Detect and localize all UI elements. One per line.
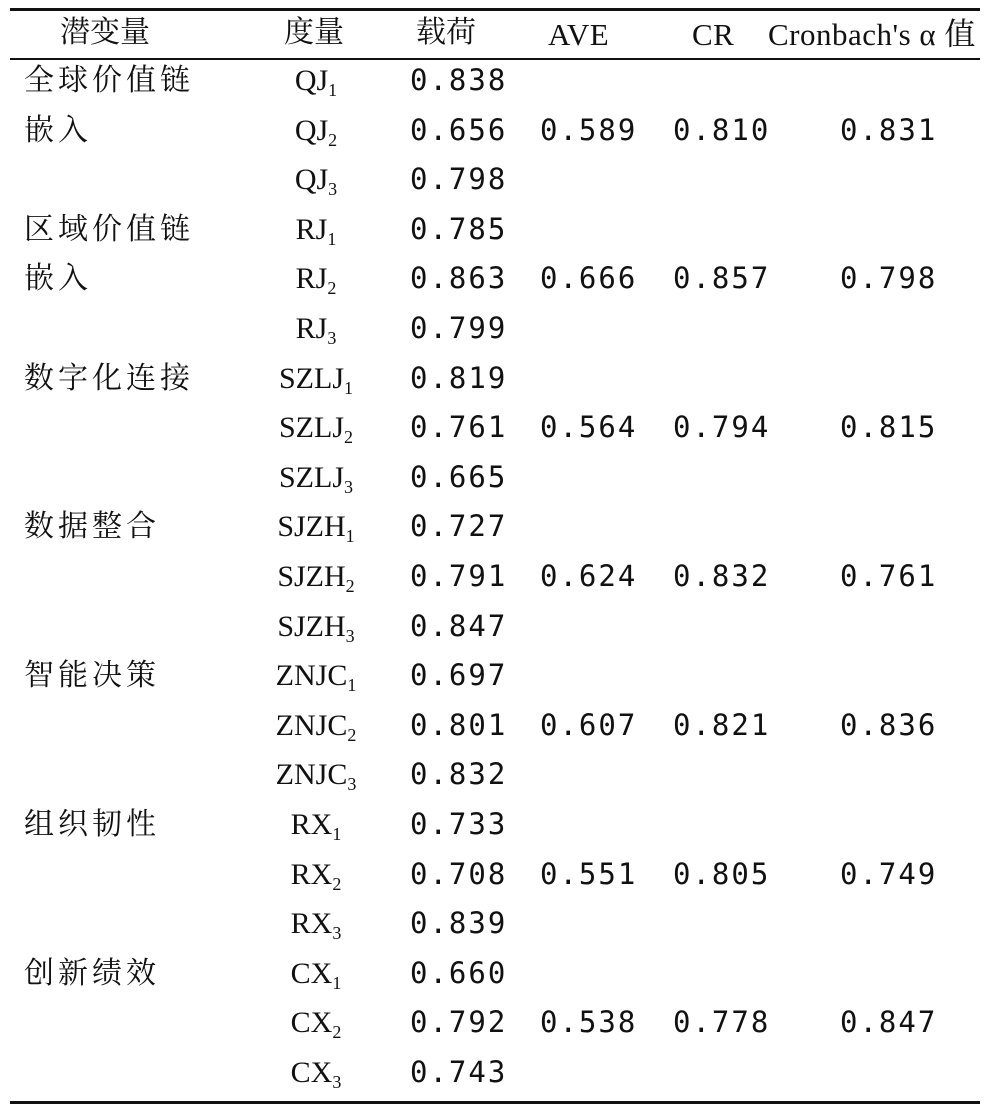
table-top-rule	[10, 8, 980, 11]
alpha-value: 0.798	[840, 261, 938, 296]
latent-name: 区域价值链	[24, 211, 194, 247]
measure-code-subscript: 1	[327, 228, 337, 249]
measure-code-text: SZLJ	[278, 361, 344, 395]
cr-value: 0.857	[673, 261, 771, 296]
cr-value: 0.805	[673, 856, 771, 891]
measure-code	[241, 1006, 391, 1043]
loading-value: 0.791	[410, 559, 508, 593]
alpha-value: 0.836	[840, 707, 938, 742]
measure-code-subscript: 1	[328, 80, 338, 100]
loading-value: 0.656	[410, 112, 508, 147]
table-bottom-rule	[10, 1101, 980, 1104]
loading-value: 0.733	[410, 807, 508, 841]
measure-code-text: RJ	[295, 262, 328, 296]
measure-code-text: RX	[290, 907, 333, 941]
measure-code-text: ZNJC	[275, 758, 348, 792]
measure-code-text: ZNJC	[275, 708, 348, 742]
measure-code-text: RJ	[295, 312, 328, 345]
latent-name: 组织韧性	[24, 807, 160, 842]
measure-code-subscript: 3	[327, 328, 337, 348]
ave-value: 0.624	[540, 559, 638, 593]
loading-value: 0.798	[410, 162, 508, 197]
measure-code	[241, 560, 391, 596]
measure-code-subscript: 3	[332, 1072, 342, 1092]
measure-code	[241, 262, 391, 299]
measure-code-subscript: 3	[347, 774, 357, 795]
measure-code-text: CX	[290, 956, 333, 990]
measure-code	[241, 708, 391, 745]
table-header-rule	[10, 58, 980, 60]
measure-code-text: CX	[290, 1056, 333, 1089]
header-ave: AVE	[548, 17, 610, 52]
measure-code-subscript: 3	[344, 476, 353, 497]
loading-value: 0.785	[410, 211, 508, 246]
measure-code-text: ZNJC	[275, 659, 348, 693]
measure-code-text: QJ	[294, 113, 329, 147]
ave-value: 0.564	[540, 410, 638, 445]
measure-code	[241, 659, 391, 696]
loading-value: 0.838	[410, 63, 508, 97]
loading-value: 0.761	[410, 410, 508, 445]
ave-value: 0.538	[540, 1005, 638, 1040]
ave-value: 0.589	[540, 112, 638, 147]
measure-code-text: SZLJ	[278, 411, 344, 445]
loading-value: 0.819	[410, 360, 508, 395]
alpha-value: 0.761	[840, 559, 938, 593]
measure-code-subscript: 1	[345, 526, 355, 547]
cr-value: 0.832	[673, 559, 771, 593]
loading-value: 0.847	[410, 608, 508, 643]
measure-code	[241, 212, 391, 249]
cr-value: 0.794	[673, 410, 771, 445]
measure-code	[241, 312, 391, 348]
loading-value: 0.665	[410, 459, 508, 494]
latent-name: 创新绩效	[24, 955, 160, 991]
loading-value: 0.801	[410, 707, 508, 742]
measure-code-subscript: 2	[332, 873, 342, 894]
latent-name: 智能决策	[24, 658, 160, 694]
latent-name: 数据整合	[24, 509, 160, 545]
measure-code-subscript: 2	[345, 576, 355, 596]
loading-value: 0.743	[410, 1055, 508, 1089]
measure-code	[241, 411, 391, 448]
measure-code	[241, 808, 391, 844]
ave-value: 0.607	[540, 707, 638, 742]
latent-name: 数字化连接	[24, 360, 194, 396]
loading-value: 0.799	[410, 311, 508, 345]
cr-value: 0.778	[673, 1005, 771, 1040]
measure-code-text: SJZH	[277, 609, 346, 643]
alpha-value: 0.831	[840, 112, 938, 147]
measure-code	[241, 113, 391, 150]
measure-code-text: RJ	[295, 212, 328, 246]
measure-code-text: SZLJ	[278, 460, 344, 494]
measure-code	[241, 907, 391, 944]
measure-code	[241, 758, 391, 795]
loading-value: 0.708	[410, 856, 508, 891]
header-measure: 度量	[284, 15, 344, 50]
latent-name: 嵌入	[24, 261, 92, 297]
measure-code-text: RX	[290, 857, 333, 891]
measure-code-subscript: 1	[332, 824, 342, 844]
measure-code-text: QJ	[294, 163, 329, 197]
loading-value: 0.832	[410, 757, 508, 792]
measure-code-subscript: 3	[332, 923, 342, 944]
alpha-value: 0.815	[840, 410, 938, 445]
measure-code-subscript: 2	[344, 427, 353, 448]
loading-value: 0.792	[410, 1005, 508, 1040]
measure-code-subscript: 3	[345, 625, 355, 646]
alpha-value: 0.749	[840, 856, 938, 891]
measure-code-subscript: 3	[328, 179, 338, 200]
measure-code	[241, 956, 391, 993]
header-loading: 载荷	[416, 15, 476, 50]
ave-value: 0.666	[540, 261, 638, 296]
measure-code-subscript: 2	[328, 129, 338, 150]
measure-code	[241, 163, 391, 200]
measure-code-subscript: 1	[344, 377, 353, 398]
measure-code	[241, 460, 391, 497]
measure-code-subscript: 2	[332, 1022, 342, 1043]
header-alpha: Cronbach's α 值	[768, 17, 976, 52]
measure-code-subscript: 1	[347, 675, 357, 696]
alpha-value: 0.847	[840, 1005, 938, 1040]
latent-name: 全球价值链	[24, 63, 194, 98]
measure-code	[241, 857, 391, 894]
header-cr: CR	[692, 17, 735, 52]
measure-code-subscript: 1	[332, 972, 342, 993]
cr-value: 0.810	[673, 112, 771, 147]
loading-value: 0.660	[410, 955, 508, 990]
measure-code-subscript: 2	[327, 278, 337, 299]
loading-value: 0.863	[410, 261, 508, 296]
loading-value: 0.727	[410, 509, 508, 544]
latent-name: 嵌入	[24, 112, 92, 148]
measure-code-text: RX	[290, 808, 333, 841]
cr-value: 0.821	[673, 707, 771, 742]
measure-code-text: SJZH	[277, 560, 346, 593]
measure-code-text: SJZH	[277, 510, 346, 544]
measure-code	[241, 609, 391, 646]
header-latent: 潜变量	[60, 15, 150, 50]
measure-code-text: CX	[290, 1006, 333, 1040]
measure-code	[241, 1056, 391, 1092]
loading-value: 0.697	[410, 658, 508, 693]
loading-value: 0.839	[410, 906, 508, 941]
measure-code-subscript: 2	[347, 724, 357, 745]
ave-value: 0.551	[540, 856, 638, 891]
measure-code	[241, 361, 391, 398]
measure-code-text: QJ	[294, 64, 329, 97]
measure-code	[241, 64, 391, 100]
measure-code	[241, 510, 391, 547]
